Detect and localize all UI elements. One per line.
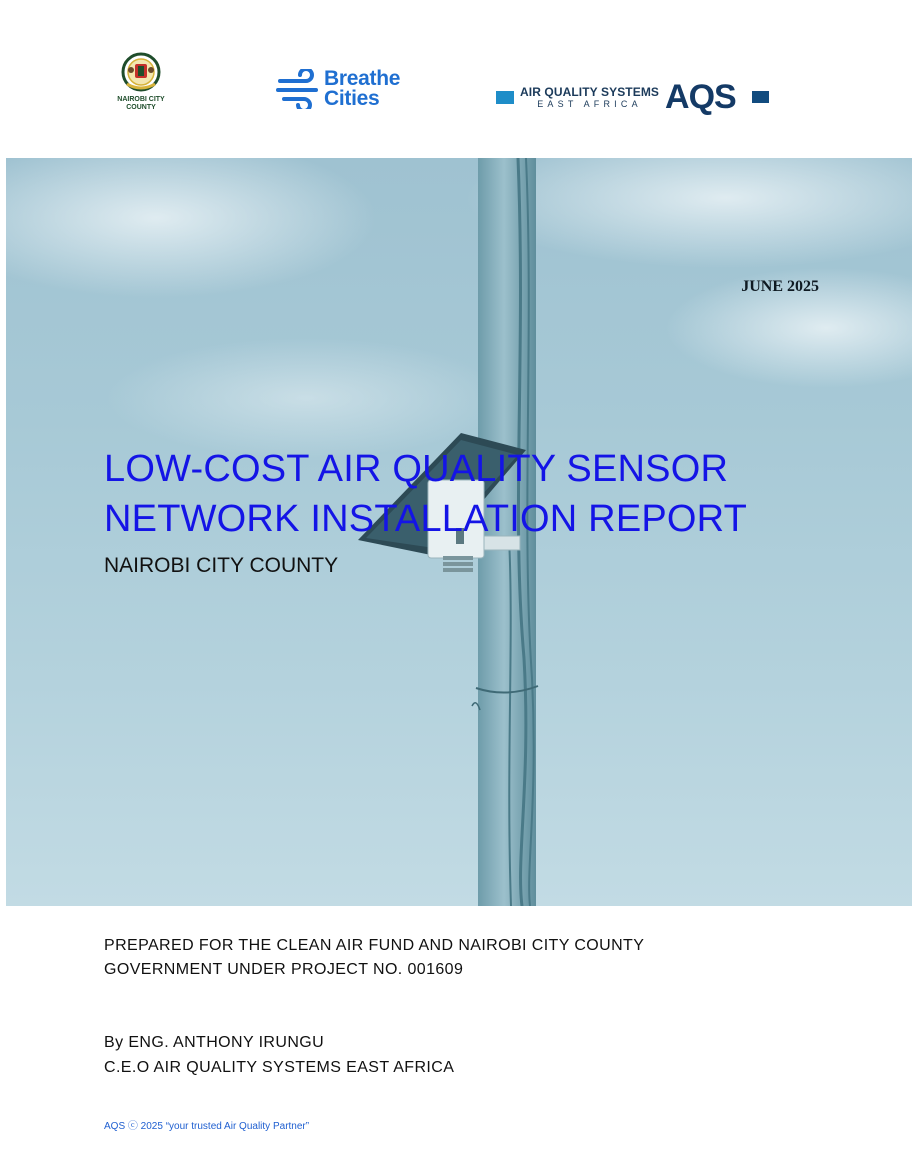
- footer-tagline: AQS ⓒ 2025 “your trusted Air Quality Partner”: [104, 1121, 310, 1132]
- breathe-cities-logo: [276, 66, 400, 112]
- prepared-for-block: [104, 934, 804, 982]
- report-title-line-2: NETWORK INSTALLATION REPORT: [104, 498, 748, 540]
- aqs-subtitle: EAST AFRICA: [537, 99, 642, 109]
- aqs-square-icon: [496, 91, 514, 104]
- aqs-mark: AQS: [665, 78, 736, 116]
- report-title: [104, 444, 824, 544]
- nairobi-logo-text: NAIROBI CITY COUNTY: [117, 96, 165, 111]
- prepared-line-1: PREPARED FOR THE CLEAN AIR FUND AND NAIROBI CITY COUNTY: [104, 937, 645, 954]
- report-date: JUNE 2025: [741, 278, 819, 295]
- author-title: C.E.O AIR QUALITY SYSTEMS EAST AFRICA: [104, 1059, 455, 1076]
- report-title-line-1: LOW-COST AIR QUALITY SENSOR: [104, 448, 729, 490]
- author-name: By ENG. ANTHONY IRUNGU: [104, 1034, 325, 1051]
- wind-lines-icon: [276, 69, 320, 109]
- aqs-wordmark: [520, 85, 659, 109]
- aqs-name: AIR QUALITY SYSTEMS: [520, 85, 660, 99]
- report-subtitle: NAIROBI CITY COUNTY: [104, 554, 339, 577]
- nairobi-county-logo: [108, 52, 174, 112]
- county-crest-icon: [119, 52, 163, 94]
- prepared-line-2: GOVERNMENT UNDER PROJECT NO. 001609: [104, 961, 464, 978]
- aqs-square-dark-icon: [752, 91, 769, 103]
- author-block: [104, 1030, 804, 1080]
- breathe-cities-text: Breathe Cities: [324, 67, 401, 110]
- aqs-logo: [496, 78, 769, 116]
- cover-photo: [6, 158, 912, 906]
